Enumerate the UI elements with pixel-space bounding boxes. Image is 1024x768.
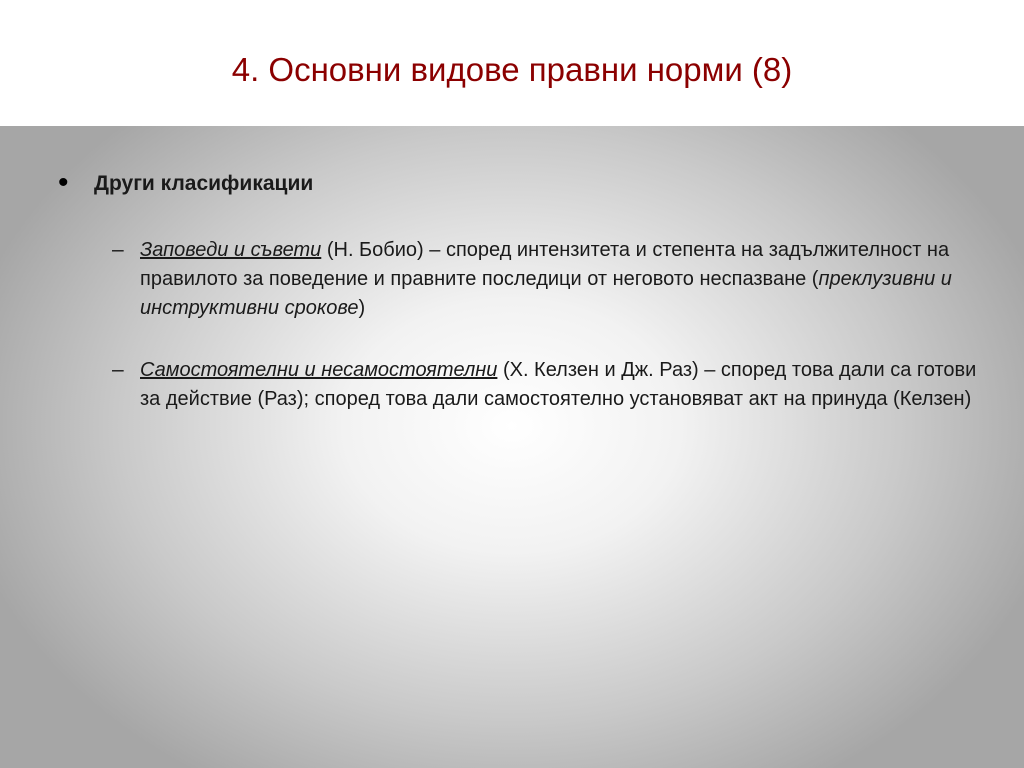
term-label: Заповеди и съвети <box>140 239 322 261</box>
term-label: Самостоятелни и несамостоятелни <box>140 359 498 381</box>
italic-phrase: преклузивни и инструктивни срокове <box>140 268 952 319</box>
bullet-icon: • <box>58 166 69 199</box>
dash-icon: – <box>112 238 124 261</box>
sub-item-text <box>140 236 1002 323</box>
slide-title: 4. Основни видове правни норми (8) <box>231 51 793 88</box>
bullet-heading: Други класификации <box>94 172 314 195</box>
sub-item-text <box>140 356 1002 414</box>
dash-icon: – <box>112 358 124 381</box>
closing-paren: ) <box>358 297 366 319</box>
sub-item-description: (Х. Келзен и Дж. Раз) – според това дали са готови за действие (Раз); според това дали самостоятелно установяват акт на принуда (Келзен) <box>140 359 977 410</box>
slide-content-area <box>0 126 1024 768</box>
title-bar <box>0 0 1024 126</box>
sub-item-description: (Н. Бобио) – според интензитета и степента на задължителност на правилото за поведение и правните последици от неговото неспазване ( <box>140 239 950 290</box>
